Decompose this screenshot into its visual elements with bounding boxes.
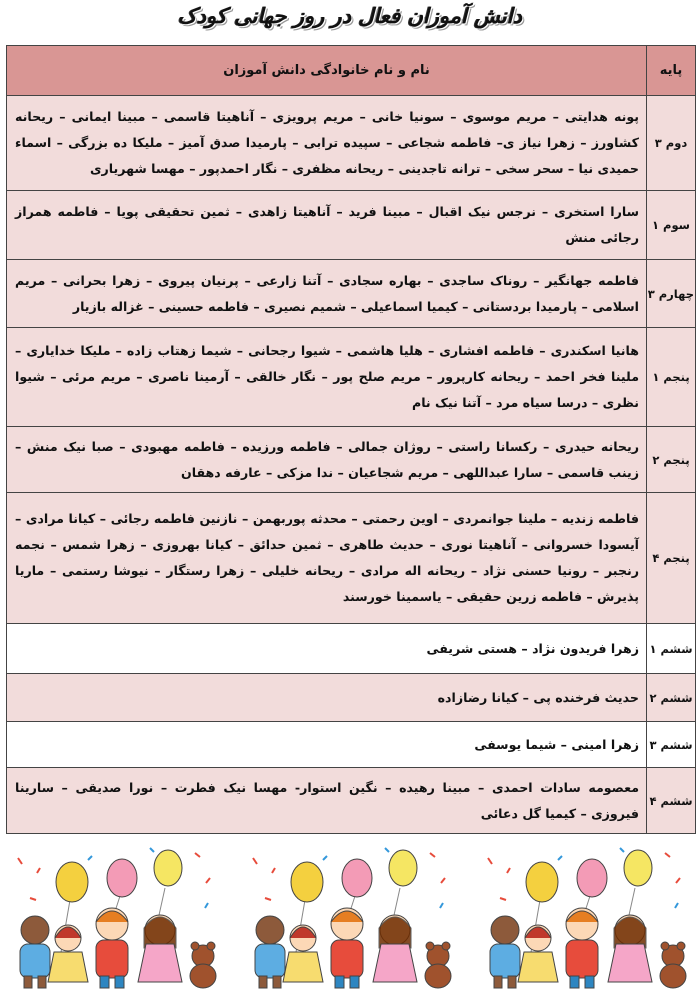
table-row [7, 674, 696, 722]
table-row [7, 624, 696, 674]
names-cell: حدیث فرخنده پی – کیانا رضازاده [7, 674, 647, 722]
students-table [6, 45, 696, 834]
table-row [7, 722, 696, 768]
names-cell: سارا استخری – نرجس نیک اقبال – مبینا فرید – آناهیتا زاهدی – ثمین تحقیقی پویا – فاطمه همراز رجائی منش [7, 191, 647, 260]
grade-cell: ششم ۲ [647, 674, 696, 722]
kids-party-icon [0, 838, 230, 990]
children-balloons-illustration [470, 838, 700, 990]
grade-cell: ششم ۳ [647, 722, 696, 768]
grade-cell: پنجم ۲ [647, 427, 696, 493]
grade-cell: چهارم ۳ [647, 260, 696, 328]
names-cell: زهرا فریدون نژاد – هستی شریفی [7, 624, 647, 674]
names-cell: ریحانه حیدری – رکسانا راستی – روژان جمالی – فاطمه ورزیده – فاطمه مهبودی – صبا نیک منش – زینب قاسمی – سارا عبداللهی – مریم شجاعیان – ندا مزکی – عارفه دهقان [7, 427, 647, 493]
table-row [7, 96, 696, 191]
grade-header: پایه [647, 46, 696, 96]
grade-cell: پنجم ۱ [647, 328, 696, 427]
names-cell: فاطمه جهانگیر – روناک ساجدی – بهاره سجادی – آتنا زارعی – پرنیان پیروی – زهرا بحرانی – مریم اسلامی – پارمیدا بردستانی – کیمیا اسماعیلی – شمیم نصیری – فاطمه حسینی – غزاله بازیار [7, 260, 647, 328]
table-row [7, 427, 696, 493]
table-row [7, 191, 696, 260]
grade-cell: ششم ۱ [647, 624, 696, 674]
table-row [7, 328, 696, 427]
kids-party-icon [470, 838, 700, 990]
grade-cell: دوم ۳ [647, 96, 696, 191]
children-balloons-illustration [0, 838, 230, 990]
names-cell: هانیا اسکندری – فاطمه افشاری – هلیا هاشمی – شیوا رجحانی – شیما زهتاب زاده – ملیکا خدایاری – ملینا فخر احمد – ریحانه کارپرور – مریم صلح پور – نگار خالقی – آرمینا ناصری – مریم مرئی – شیوا نظری – درسا سیاه مرد – آتنا نیک نام [7, 328, 647, 427]
page-title: دانش آموزان فعال در روز جهانی کودک [177, 4, 523, 28]
grade-cell: سوم ۱ [647, 191, 696, 260]
table-row [7, 768, 696, 834]
grade-cell: پنجم ۴ [647, 493, 696, 624]
names-cell: پونه هدایتی – مریم موسوی – سونیا خانی – مریم پرویزی – آناهیتا قاسمی – مبینا ایمانی – ریحانه کشاورز – زهرا نیاز ی– فاطمه شجاعی – سپیده ترابی – پارمیدا صدق آمیز – ملیکا ده بزرگی – اسماء حمیدی نیا – سحر سخی – ترانه تاجدینی – ریحانه مظفری – نگار احمدپور – مهسا شهریاری [7, 96, 647, 191]
names-cell: زهرا امینی – شیما یوسفی [7, 722, 647, 768]
names-header: نام و نام خانوادگی دانش آموزان [7, 46, 647, 96]
kids-party-icon [235, 838, 465, 990]
table-row [7, 493, 696, 624]
table-row [7, 260, 696, 328]
grade-cell: ششم ۴ [647, 768, 696, 834]
children-balloons-illustration [235, 838, 465, 990]
table-header-row [7, 46, 696, 96]
names-cell: فاطمه زندیه – ملینا جوانمردی – اوین رحمتی – محدثه پوربهمن – نازنین فاطمه رجائی – کیانا مرادی – آیسودا خسروانی – آناهیتا نوری – حدیث طاهری – ثمین حدائق – کیانا بهروزی – زهرا شمس – نجمه رنجبر – رونیا حسنی نژاد – ریحانه اله مرادی – ریحانه خلیلی – زهرا رستگار – نیوشا رستمی – ماریا پذیرش – فاطمه زرین حقیقی – یاسمینا خورسند [7, 493, 647, 624]
names-cell: معصومه سادات احمدی – مبینا رهیده – نگین استوار- مهسا نیک فطرت – نورا صدیقی – سارینا فیروزی – کیمیا گل دعائی [7, 768, 647, 834]
